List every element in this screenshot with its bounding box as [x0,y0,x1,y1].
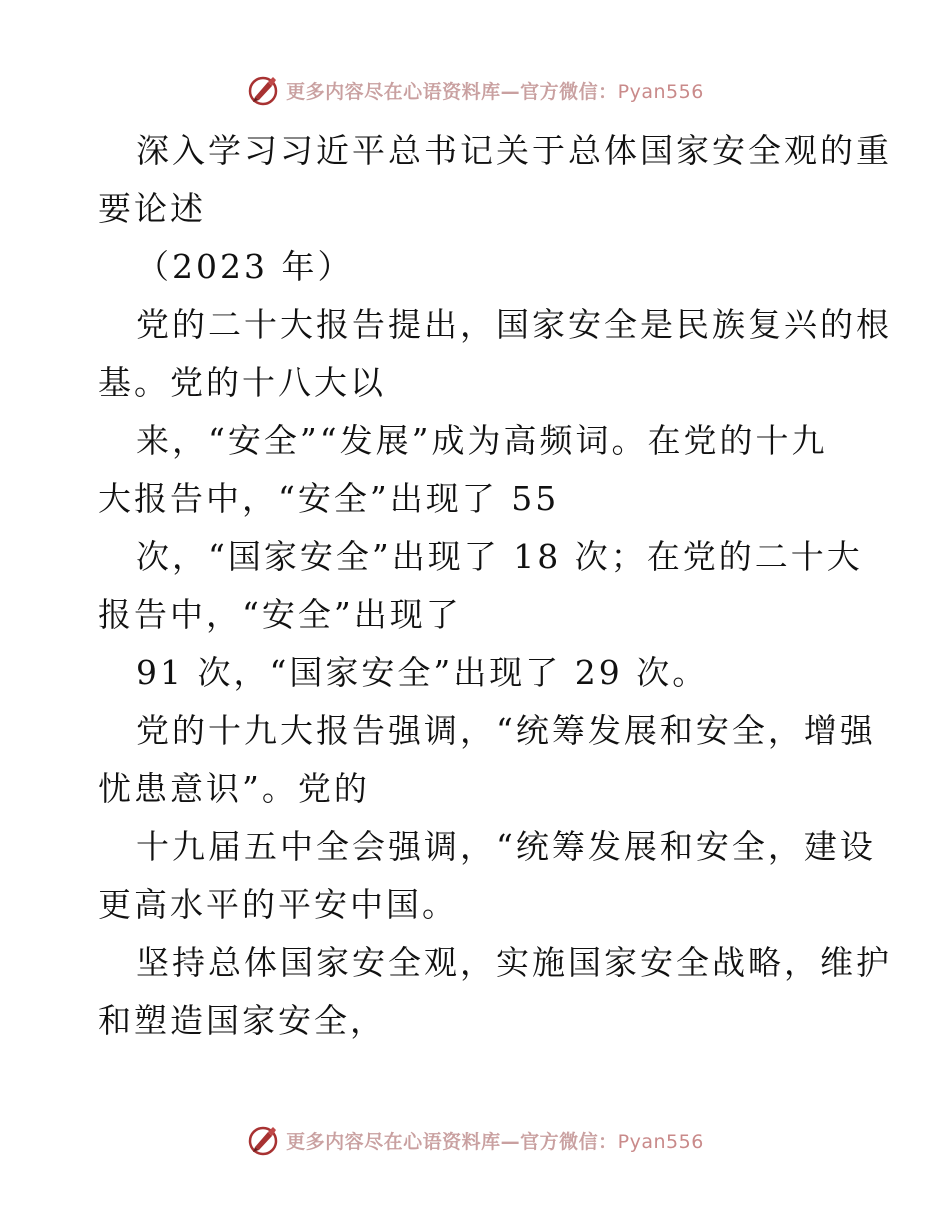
pen-logo-icon [246,1123,280,1157]
year-line: （2023 年） [136,247,354,286]
pen-logo-icon [246,73,280,107]
document-title [98,122,892,238]
text-line: 更高水平的平安中国。 [98,885,458,924]
text-line: 大报告中，“安全”出现了 55 [98,479,560,518]
watermark-text: 更多内容尽在心语资料库—官方微信：Pyan556 [286,1130,704,1153]
watermark-handle: Pyan556 [617,80,704,103]
text-line: 来，“安全”“发展”成为高频词。在党的十九 [136,421,828,460]
paragraph-1 [98,296,892,412]
watermark-text: 更多内容尽在心语资料库—官方微信：Pyan556 [286,80,704,103]
paragraph-3 [98,528,863,644]
text-line: 十九届五中全会强调，“统筹发展和安全，建设 [136,827,876,866]
paragraph-2 [98,412,858,528]
title-line-2: 要论述 [98,189,206,228]
watermark-handle: Pyan556 [617,1130,704,1153]
paragraph-6 [98,818,876,934]
header-watermark [0,70,950,110]
text-line: 次，“国家安全”出现了 18 次；在党的二十大 [136,537,863,576]
text-line: 党的二十大报告提出，国家安全是民族复兴的根 [136,305,892,344]
paragraph-5 [98,702,876,818]
footer-watermark [0,1120,950,1160]
text-line: 和塑造国家安全， [98,1001,386,1040]
text-line: 忧患意识”。党的 [98,769,370,808]
paragraph-7 [98,934,892,1050]
text-line: 坚持总体国家安全观，实施国家安全战略，维护 [136,943,892,982]
text-line: 91 次，“国家安全”出现了 29 次。 [136,653,709,692]
document-year [98,238,858,296]
title-line-1: 深入学习习近平总书记关于总体国家安全观的重 [136,131,892,170]
text-line: 报告中，“安全”出现了 [98,595,462,634]
text-line: 党的十九大报告强调，“统筹发展和安全，增强 [136,711,876,750]
paragraph-4 [98,644,858,702]
document-body [98,122,892,1050]
text-line: 基。党的十八大以 [98,363,386,402]
